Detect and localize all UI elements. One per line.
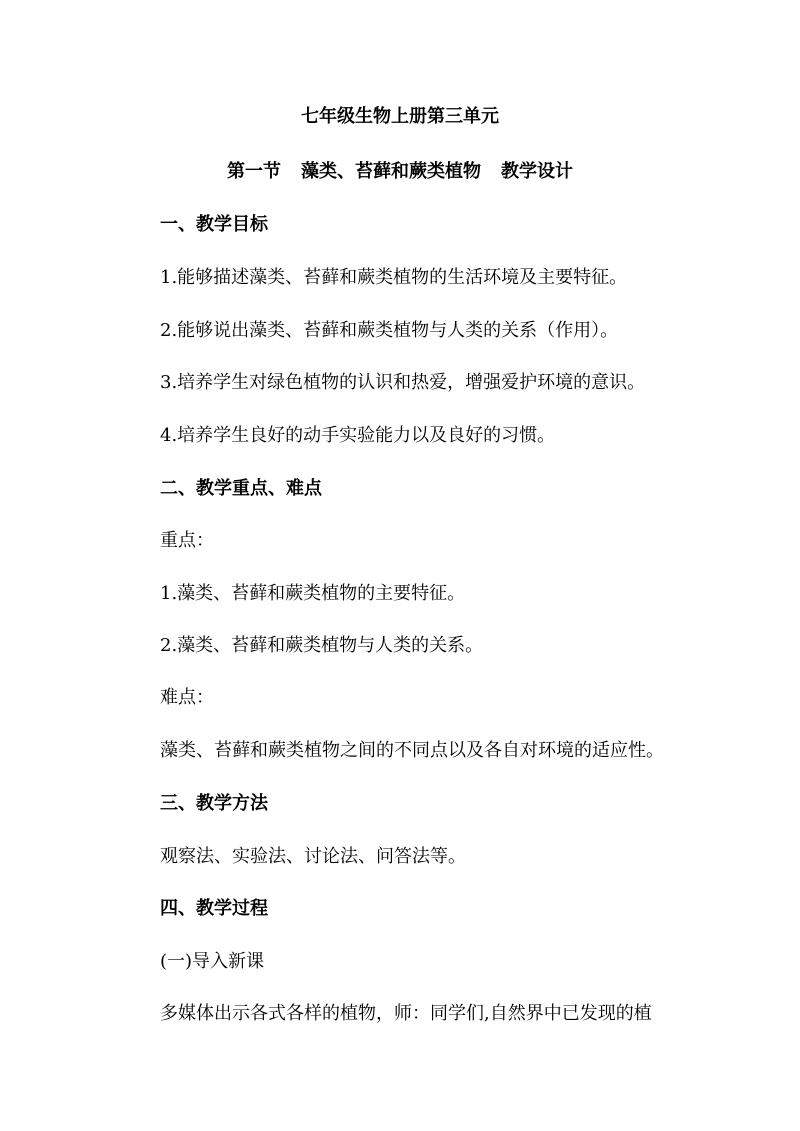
section-heading-objectives: 一、教学目标 bbox=[160, 214, 268, 235]
document-title: 七年级生物上册第三单元 bbox=[301, 106, 499, 127]
process-subheading: (一)导入新课 bbox=[160, 951, 265, 972]
key-point-item: 2.藻类、苔藓和蕨类植物与人类的关系。 bbox=[160, 635, 484, 656]
objective-item: 4.培养学生良好的动手实验能力以及良好的习惯。 bbox=[160, 425, 556, 446]
key-points-label: 重点： bbox=[160, 530, 214, 551]
objective-item: 2.能够说出藻类、苔藓和蕨类植物与人类的关系（作用）。 bbox=[160, 320, 619, 341]
document-subtitle bbox=[0, 160, 800, 184]
section-heading-key-points: 二、教学重点、难点 bbox=[160, 478, 322, 499]
key-point-item: 1.藻类、苔藓和蕨类植物的主要特征。 bbox=[160, 583, 466, 604]
methods-text: 观察法、实验法、讨论法、问答法等。 bbox=[160, 846, 466, 867]
section-heading-methods: 三、教学方法 bbox=[160, 793, 268, 814]
subtitle-section: 第一节 bbox=[227, 161, 281, 182]
objective-item: 1.能够描述藻类、苔藓和蕨类植物的生活环境及主要特征。 bbox=[160, 267, 628, 288]
subtitle-topic: 藻类、苔藓和蕨类植物 bbox=[301, 161, 481, 182]
objective-item: 3.培养学生对绿色植物的认识和热爱，增强爱护环境的意识。 bbox=[160, 372, 646, 393]
section-heading-process: 四、教学过程 bbox=[160, 898, 268, 919]
subtitle-type: 教学设计 bbox=[501, 161, 573, 182]
difficulty-label: 难点： bbox=[160, 687, 214, 708]
difficulty-text: 藻类、苔藓和蕨类植物之间的不同点以及各自对环境的适应性。 bbox=[160, 740, 664, 761]
process-text: 多媒体出示各式各样的植物，师：同学们,自然界中已发现的植 bbox=[160, 1003, 652, 1024]
